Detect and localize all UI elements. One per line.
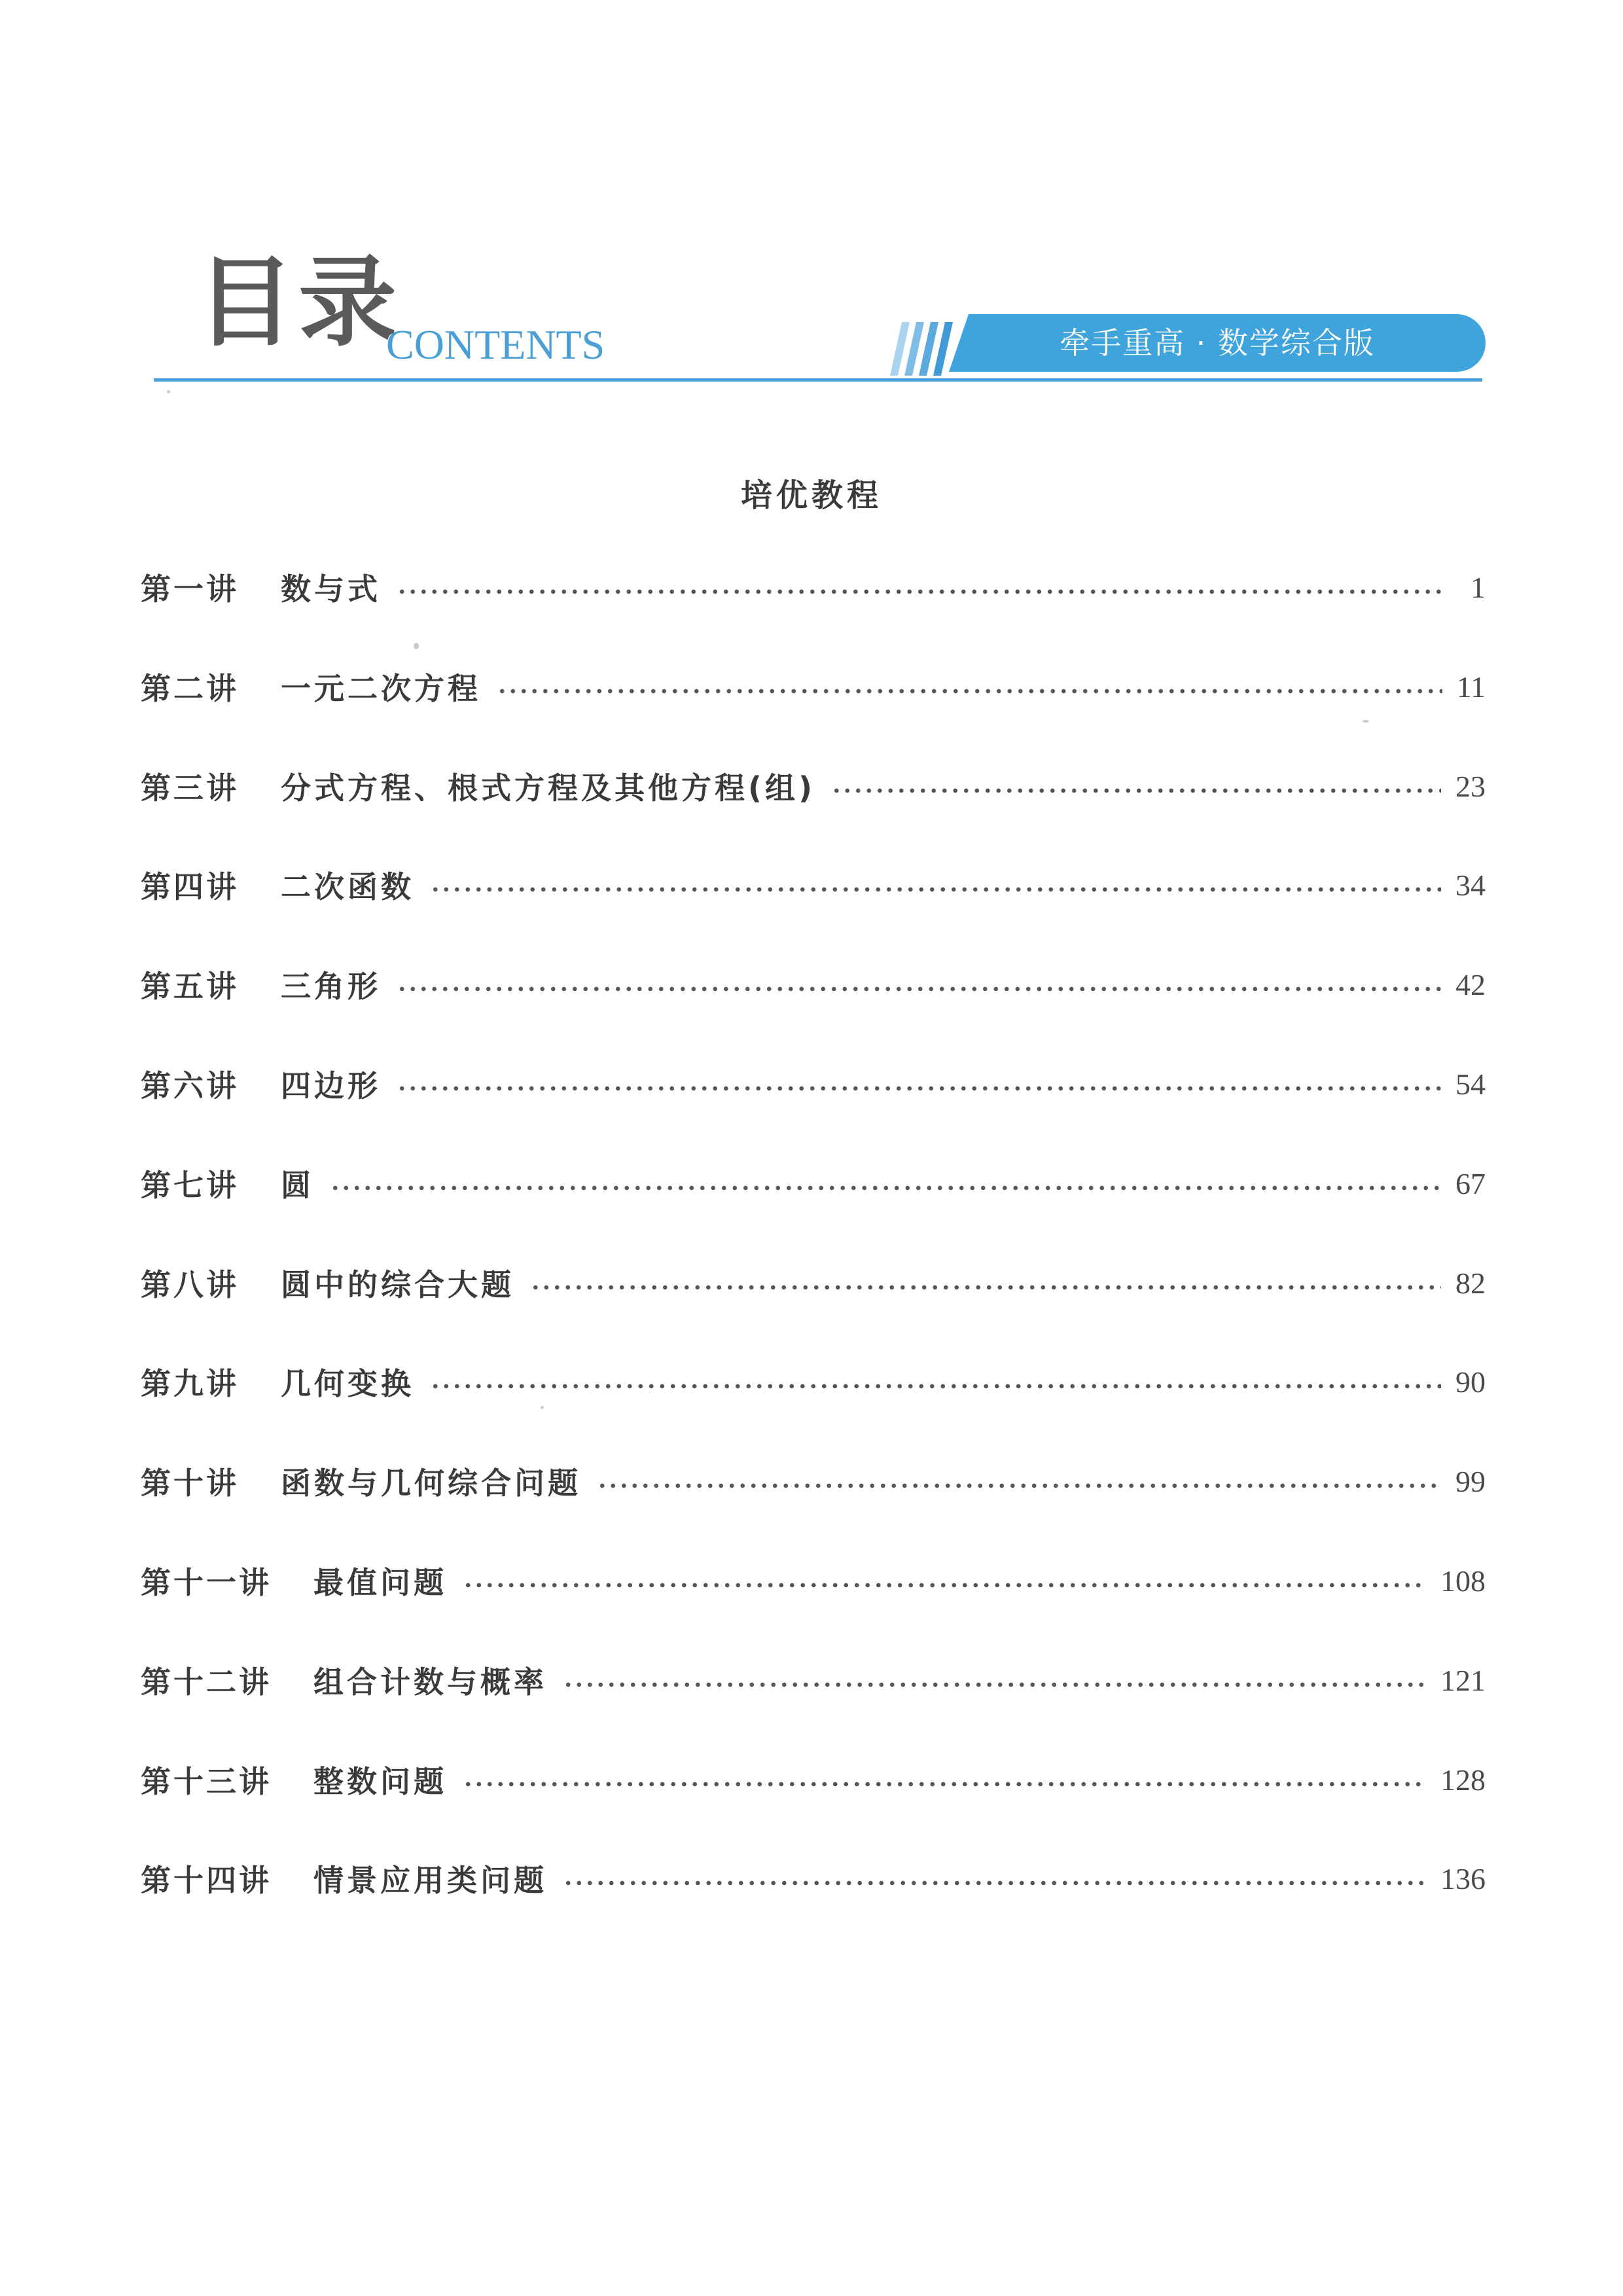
toc-dot-leader <box>397 1086 1441 1091</box>
toc-lecture-number: 第九讲 <box>141 1366 239 1401</box>
toc-lecture-number: 第七讲 <box>141 1168 239 1203</box>
toc-dot-leader <box>831 788 1441 793</box>
toc-page-number: 54 <box>1455 1067 1486 1101</box>
toc-lecture-title: 二次函数 <box>281 869 414 905</box>
toc-lecture-title: 一元二次方程 <box>281 671 481 706</box>
toc-lecture-number: 第三讲 <box>141 770 239 806</box>
toc-lecture-number: 第十四讲 <box>141 1863 272 1898</box>
toc-entry <box>141 862 1486 908</box>
toc-lecture-number: 第六讲 <box>141 1068 239 1103</box>
toc-page-number: 67 <box>1455 1166 1486 1200</box>
toc-entry <box>141 1260 1486 1306</box>
toc-dot-leader <box>463 1782 1426 1787</box>
toc-entry <box>141 1558 1486 1604</box>
toc-page-number: 136 <box>1440 1861 1486 1895</box>
toc-dot-leader <box>530 1285 1441 1290</box>
toc-lecture-number: 第五讲 <box>141 969 239 1004</box>
toc-dot-leader <box>463 1583 1426 1588</box>
toc-page-number: 121 <box>1440 1663 1486 1697</box>
toc-lecture-number: 第一讲 <box>141 571 239 607</box>
scan-speck <box>414 643 419 649</box>
toc-lecture-title: 圆中的综合大题 <box>281 1267 514 1302</box>
toc-page-number: 1 <box>1471 570 1486 604</box>
toc-entry <box>141 1160 1486 1206</box>
toc-lecture-number: 第十二讲 <box>141 1664 272 1700</box>
toc-entry <box>141 1657 1486 1703</box>
toc-entry <box>141 664 1486 709</box>
toc-lecture-title: 几何变换 <box>281 1366 414 1401</box>
toc-lecture-title: 函数与几何综合问题 <box>281 1465 581 1501</box>
toc-lecture-title: 情景应用类问题 <box>313 1863 547 1898</box>
toc-page-number: 90 <box>1455 1365 1486 1399</box>
toc-lecture-title: 组合计数与概率 <box>313 1664 547 1700</box>
toc-entry <box>141 763 1486 809</box>
toc-entry <box>141 1061 1486 1107</box>
toc-page-number: 128 <box>1440 1763 1486 1797</box>
toc-lecture-number: 第十讲 <box>141 1465 239 1501</box>
toc-page-number: 99 <box>1455 1464 1486 1498</box>
toc-lecture-number: 第四讲 <box>141 869 239 905</box>
scan-speck <box>541 1406 544 1409</box>
scan-speck <box>167 390 170 393</box>
toc-lecture-title: 分式方程、根式方程及其他方程(组) <box>281 770 816 806</box>
toc-lecture-number: 第十一讲 <box>141 1565 272 1600</box>
toc-dot-leader <box>397 589 1445 594</box>
toc-lecture-number: 第八讲 <box>141 1267 239 1302</box>
toc-dot-leader <box>563 1682 1426 1687</box>
page-subtitle: CONTENTS <box>386 321 605 368</box>
toc-lecture-title: 最值问题 <box>313 1565 447 1600</box>
toc-entry <box>141 1856 1486 1901</box>
toc-page-number: 82 <box>1455 1266 1486 1300</box>
toc-lecture-title: 圆 <box>281 1168 314 1203</box>
toc-dot-leader <box>430 887 1441 892</box>
toc-entry <box>141 961 1486 1007</box>
section-heading: 培优教程 <box>740 477 882 514</box>
toc-entry <box>141 1458 1486 1504</box>
toc-dot-leader <box>330 1185 1441 1191</box>
toc-dot-leader <box>497 689 1442 694</box>
toc-dot-leader <box>597 1483 1441 1488</box>
toc-dot-leader <box>430 1384 1441 1389</box>
toc-page-number: 108 <box>1440 1564 1486 1598</box>
toc-dot-leader <box>563 1880 1426 1886</box>
toc-page-number: 34 <box>1455 868 1486 902</box>
toc-entry <box>141 1359 1486 1405</box>
toc-page-number: 11 <box>1456 670 1486 704</box>
toc-dot-leader <box>397 986 1441 992</box>
page-title: 目录 <box>196 246 401 360</box>
toc-lecture-title: 整数问题 <box>313 1764 447 1799</box>
scan-speck <box>1363 720 1369 723</box>
toc-lecture-title: 数与式 <box>281 571 381 607</box>
toc-lecture-number: 第十三讲 <box>141 1764 272 1799</box>
toc-entry <box>141 1757 1486 1803</box>
series-banner-text: 牵手重高 · 数学综合版 <box>1060 325 1375 361</box>
toc-page-number: 42 <box>1455 967 1486 1001</box>
toc-lecture-number: 第二讲 <box>141 671 239 706</box>
toc-lecture-title: 四边形 <box>281 1068 381 1103</box>
toc-page-number: 23 <box>1455 769 1486 803</box>
toc-lecture-title: 三角形 <box>281 969 381 1004</box>
toc-entry <box>141 564 1486 610</box>
